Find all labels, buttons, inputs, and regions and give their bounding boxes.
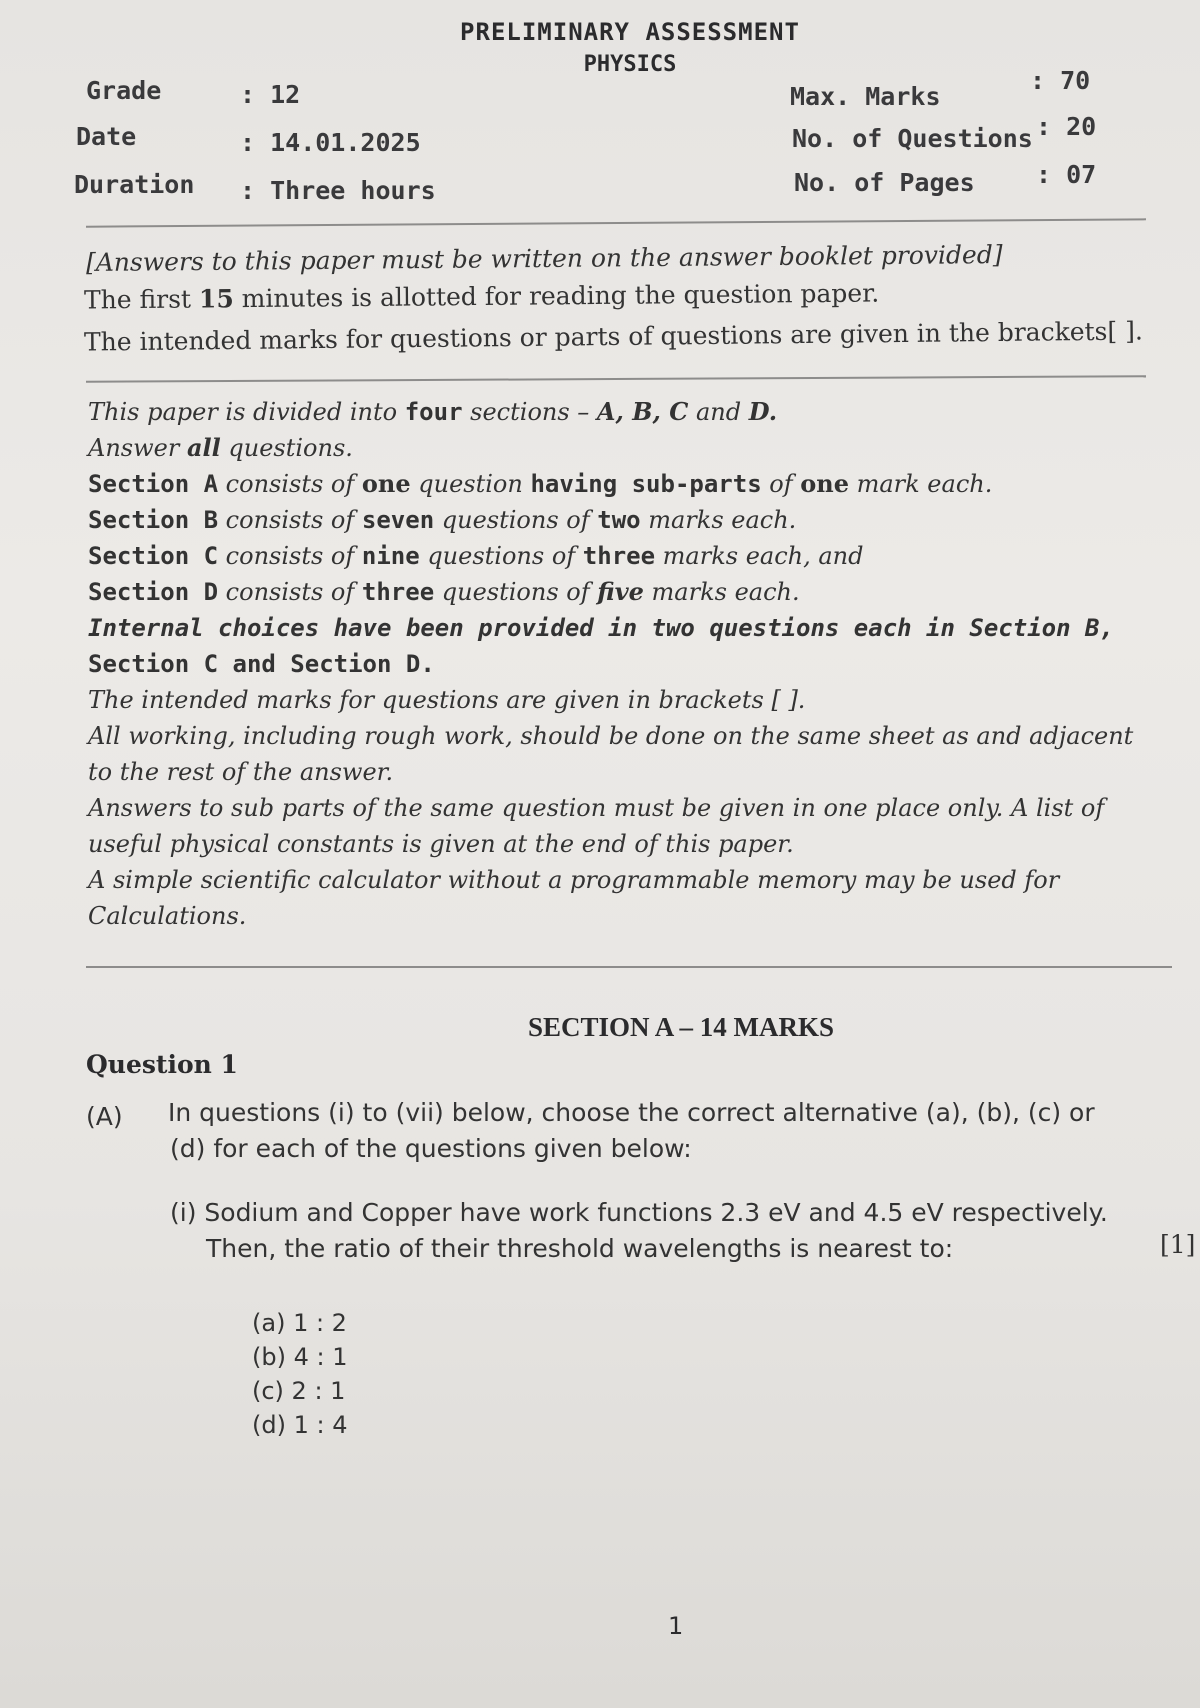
pages-value: : 07 <box>1036 160 1097 189</box>
subparts-line1: Answers to sub parts of the same question must be given in one place only. A list of <box>88 794 1105 822</box>
marks-note: The intended marks for questions or parts of questions are given in the brackets[ ]. <box>83 316 1143 357</box>
reading-time-minutes: 15 <box>198 284 234 314</box>
instructions-divider <box>86 966 1172 968</box>
option-b: (b) 4 : 1 <box>252 1343 348 1371</box>
part-a-text-line1: In questions (i) to (vii) below, choose the correct alternative (a), (b), (c) or <box>168 1098 1095 1127</box>
section-d-rule: Section D consists of three questions of five marks each. <box>88 577 800 606</box>
date-value: : 14.01.2025 <box>240 128 421 157</box>
grade-value: : 12 <box>240 80 301 109</box>
questions-value: : 20 <box>1036 112 1097 141</box>
question-i-line1: (i) Sodium and Copper have work functions 2.3 eV and 4.5 eV respectively. <box>170 1198 1108 1227</box>
working-line2: to the rest of the answer. <box>88 758 394 786</box>
date-label: Date <box>76 122 137 151</box>
duration-label: Duration <box>74 170 195 199</box>
calculator-line1: A simple scientific calculator without a programmable memory may be used for <box>88 866 1060 894</box>
question-1-label: Question 1 <box>86 1050 238 1079</box>
option-d: (d) 1 : 4 <box>252 1411 348 1439</box>
reading-time-note <box>84 279 880 315</box>
section-b-rule: Section B consists of seven questions of two marks each. <box>88 506 797 534</box>
internal-choice-line2: Section C and Section D. <box>88 650 435 678</box>
option-c: (c) 2 : 1 <box>252 1377 346 1405</box>
subject-title: PHYSICS <box>583 52 677 77</box>
part-a-text-line2: (d) for each of the questions given below: <box>170 1134 692 1163</box>
grade-label: Grade <box>86 76 162 105</box>
pages-label: No. of Pages <box>794 168 975 197</box>
exam-title: PRELIMINARY ASSESSMENT <box>460 18 800 46</box>
instructions-block <box>88 394 1188 934</box>
answer-booklet-note: [Answers to this paper must be written on the answer booklet provided] <box>85 240 1003 277</box>
question-i-line2: Then, the ratio of their threshold wavelengths is nearest to: <box>206 1234 954 1263</box>
section-a-rule: Section A consists of one question having sub-parts of one mark each. <box>88 469 993 498</box>
max-marks-value: : 70 <box>1030 66 1091 95</box>
header-divider <box>86 218 1146 227</box>
notes-divider <box>86 375 1146 383</box>
brackets-note: The intended marks for questions are given in brackets [ ]. <box>88 686 806 714</box>
max-marks-label: Max. Marks <box>790 82 941 111</box>
questions-label: No. of Questions <box>792 124 1033 153</box>
part-a-label: (A) <box>86 1102 123 1131</box>
page-number: 1 <box>668 1612 684 1640</box>
option-a: (a) 1 : 2 <box>252 1309 347 1337</box>
internal-choice-line1: Internal choices have been provided in two questions each in Section B, <box>88 614 1114 642</box>
duration-value: : Three hours <box>240 176 436 205</box>
reading-time-pre: The first <box>83 284 200 315</box>
reading-time-post: minutes is allotted for reading the question paper. <box>233 278 880 314</box>
question-i-marks: [1] <box>1160 1230 1196 1259</box>
section-a-title: SECTION A – 14 MARKS <box>528 1012 835 1042</box>
section-c-rule: Section C consists of nine questions of three marks each, and <box>88 542 864 570</box>
working-line1: All working, including rough work, should be done on the same sheet as and adjacent <box>88 722 1134 750</box>
sections-overview: This paper is divided into four sections – A, B, C and D. <box>88 397 778 426</box>
calculator-line2: Calculations. <box>88 902 247 930</box>
answer-all: Answer all questions. <box>88 433 353 462</box>
subparts-line2: useful physical constants is given at the end of this paper. <box>88 830 794 858</box>
